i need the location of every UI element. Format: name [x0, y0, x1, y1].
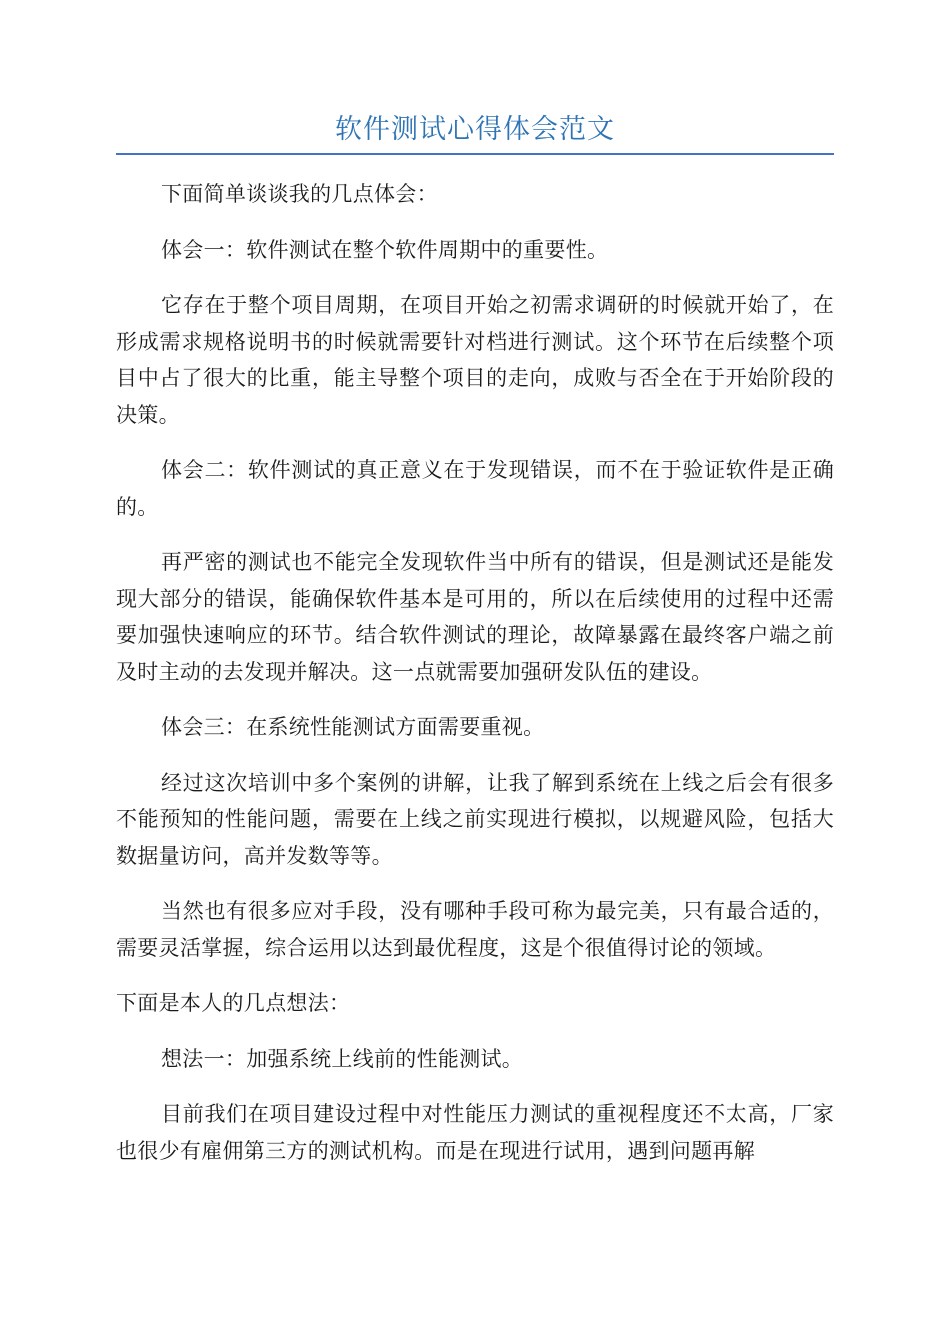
paragraph-heading-1: 体会一：软件测试在整个软件周期中的重要性。	[161, 237, 609, 262]
paragraph-ideas-intro: 下面是本人的几点想法：	[116, 991, 351, 1015]
document-body	[116, 176, 834, 1169]
paragraph-body-2: 再严密的测试也不能完全发现软件当中所有的错误，但是测试还是能发现大部分的错误，能确保软件基本是可用的，所以在后续使用的过程中还需要加强快速响应的环节。结合软件测试的理论，故障暴露在最终客户端之前及时主动的去发现并解决。这一点就需要加强研发队伍的建设。	[116, 550, 834, 684]
document-title: 软件测试心得体会范文	[335, 114, 615, 145]
paragraph-body-4: 当然也有很多应对手段，没有哪种手段可称为最完美，只有最合适的，需要灵活掌握，综合运用以达到最优程度，这是个很值得讨论的领域。	[116, 899, 834, 960]
paragraph-idea-1: 想法一：加强系统上线前的性能测试。	[161, 1046, 524, 1071]
paragraph-body-3: 经过这次培训中多个案例的讲解，让我了解到系统在上线之后会有很多不能预知的性能问题，需要在上线之前实现进行模拟，以规避风险，包括大数据量访问，高并发数等等。	[116, 770, 834, 868]
paragraph-heading-3: 体会三：在系统性能测试方面需要重视。	[161, 715, 545, 739]
paragraph-heading-2: 体会二：软件测试的真正意义在于发现错误，而不在于验证软件是正确的。	[116, 458, 834, 519]
paragraph-intro: 下面简单谈谈我的几点体会：	[161, 182, 438, 206]
paragraph-body-5: 目前我们在项目建设过程中对性能压力测试的重视程度还不太高，厂家也很少有雇佣第三方的测试机构。而是在现进行试用，遇到问题再解	[116, 1102, 834, 1163]
title-underline	[116, 153, 834, 155]
paragraph-body-1: 它存在于整个项目周期，在项目开始之初需求调研的时候就开始了，在形成需求规格说明书的时候就需要针对档进行测试。这个环节在后续整个项目中占了很大的比重，能主导整个项目的走向，成败与否全在于开始阶段的决策。	[116, 293, 834, 427]
